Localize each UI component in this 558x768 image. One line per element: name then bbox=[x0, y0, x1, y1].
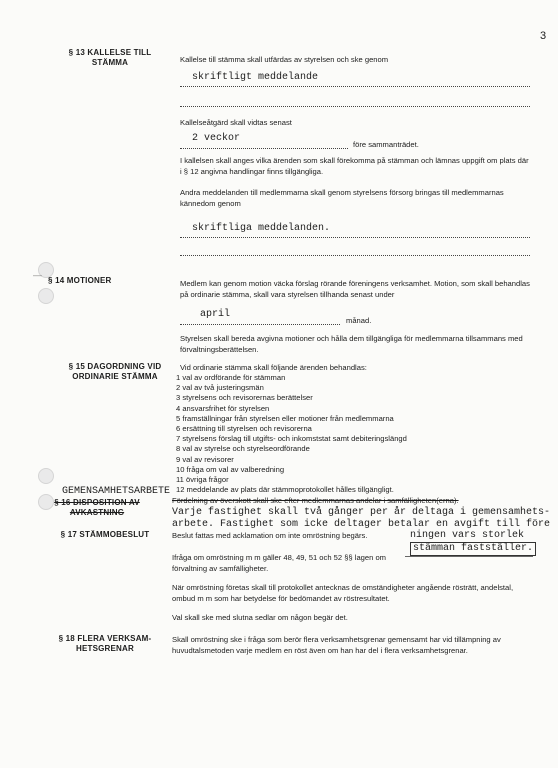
s16-typed-line1: Varje fastighet skall två gånger per år deltaga i gemensamhets- bbox=[172, 507, 551, 518]
list-item: 7 styrelsens förslag till utgifts- och inkomststat samt debiteringslängd bbox=[176, 434, 407, 444]
s13-fill1-line bbox=[180, 86, 530, 87]
list-item: 9 val av revisorer bbox=[176, 454, 234, 464]
s13-blank-line bbox=[180, 106, 530, 107]
list-item: 3 styrelsens och revisorernas berättelser bbox=[176, 393, 313, 403]
s16-struck-text: Fördelning av överskott skall ske efter medlemmarnas andelar i samfälligheten(erna). bbox=[172, 496, 459, 505]
section-15-heading-line2: ORDINARIE STÄMMA bbox=[72, 372, 158, 381]
s13-fill3: skriftliga meddelanden. bbox=[192, 223, 331, 234]
list-item: 10 fråga om val av valberedning bbox=[176, 464, 285, 474]
s17-line1: Beslut fattas med acklamation om inte omröstning begärs. bbox=[172, 531, 368, 540]
s17-para3: Val skall ske med slutna sedlar om någon begär det. bbox=[172, 613, 348, 622]
list-item: 2 val av två justeringsmän bbox=[176, 383, 264, 393]
s17-para2: När omröstning företas skall till protokollet antecknas de omständigheter angående rösträtt, andelstal, ombud m m som har betydelse för bedömandet av röstresultatet. bbox=[172, 583, 514, 603]
s13-para1: I kallelsen skall anges vilka ärenden som skall förekomma på stämman och lämnas uppgift om plats där i § 12 angivna handlingar finns tillgängliga. bbox=[180, 156, 529, 176]
section-15-heading-line1: § 15 DAGORDNING VID bbox=[68, 362, 162, 371]
section-16-heading bbox=[42, 498, 152, 518]
s14-suffix: månad. bbox=[346, 316, 372, 325]
s14-para2: Styrelsen skall bereda avgivna motioner och hålla dem tillgängliga för medlemmarna tillsammans med förvaltningsberättelsen. bbox=[180, 334, 523, 354]
binder-hole-2 bbox=[38, 288, 54, 304]
s14-fill: april bbox=[200, 309, 231, 320]
s16-typed-line4: stämman fastställer. bbox=[410, 542, 536, 556]
section-15-heading bbox=[40, 362, 190, 382]
s14-para1: Medlem kan genom motion väcka förslag rörande föreningens verksamhet. Motion, som skall behandlas på ordinarie stämma, skall vara styrelsen tillhanda senast under bbox=[180, 279, 530, 299]
s13-blank-line-2 bbox=[180, 255, 530, 256]
section-13-heading-line1: § 13 KALLELSE TILL bbox=[68, 48, 152, 57]
s13-line2-suffix: före sammanträdet. bbox=[353, 140, 419, 149]
s16-typed-heading: GEMENSAMHETSARBETE bbox=[62, 486, 171, 497]
list-item: 12 meddelande av plats där stämmoprotokollet hålles tillgängligt. bbox=[176, 485, 394, 495]
section-16-heading-line2: AVKASTNING bbox=[69, 508, 125, 517]
binder-hole-3 bbox=[38, 468, 54, 484]
s14-fill-line bbox=[180, 324, 340, 325]
list-item: 4 ansvarsfrihet för styrelsen bbox=[176, 403, 270, 413]
list-item: 6 ersättning till styrelsen och revisorerna bbox=[176, 424, 312, 434]
section-18-heading-line2: HETSGRENAR bbox=[75, 644, 134, 653]
section-14-heading: § 14 MOTIONER bbox=[48, 276, 112, 285]
insert-marker-line bbox=[405, 556, 533, 557]
section-13-heading bbox=[40, 48, 180, 68]
margin-tick-14: — bbox=[33, 270, 42, 280]
s13-fill3-line bbox=[180, 237, 530, 238]
s13-line2: Kallelseåtgärd skall vidtas senast bbox=[180, 118, 292, 127]
s16-typed-line2: arbete. Fastighet som icke deltager betalar en avgift till före bbox=[172, 519, 551, 530]
s18-para: Skall omröstning ske i fråga som berör flera verksamhetsgrenar gemensamt har vid tillämpning av huvudtalsmetoden varje medlem en röst även om han har del i flera verksamhetsgrenar. bbox=[172, 635, 501, 655]
section-13-heading-line2: STÄMMA bbox=[91, 58, 129, 67]
s16-typed-line3: ningen vars storlek bbox=[410, 530, 525, 541]
s15-agenda-list bbox=[176, 373, 526, 495]
list-item: 1 val av ordförande för stämman bbox=[176, 373, 286, 382]
list-item: 5 framställningar från styrelsen eller motioner från medlemmarna bbox=[176, 413, 394, 423]
section-16-heading-line1: § 16 DISPOSITION AV bbox=[54, 498, 140, 507]
section-18-heading bbox=[40, 634, 170, 654]
list-item: 11 övriga frågor bbox=[176, 475, 229, 485]
s15-intro: Vid ordinarie stämma skall följande ärenden behandlas: bbox=[180, 363, 367, 372]
section-18-heading-line1: § 18 FLERA VERKSAM- bbox=[58, 634, 152, 643]
s17-para1: Ifråga om omröstning m m gäller 48, 49, 51 och 52 §§ lagen om förvaltning av samfälligheter. bbox=[172, 553, 387, 573]
section-17-heading: § 17 STÄMMOBESLUT bbox=[60, 530, 150, 539]
page-number: 3 bbox=[540, 30, 547, 42]
s13-fill1: skriftligt meddelande bbox=[192, 72, 319, 83]
list-item: 8 val av styrelse och styrelseordförande bbox=[176, 444, 310, 454]
s13-para2: Andra meddelanden till medlemmarna skall genom styrelsens försorg bringas till medlemmarnas kännedom genom bbox=[180, 188, 504, 208]
s13-fill2-line bbox=[180, 148, 348, 149]
s13-fill2: 2 veckor bbox=[192, 133, 241, 144]
s13-line1: Kallelse till stämma skall utfärdas av styrelsen och ske genom bbox=[180, 55, 389, 64]
